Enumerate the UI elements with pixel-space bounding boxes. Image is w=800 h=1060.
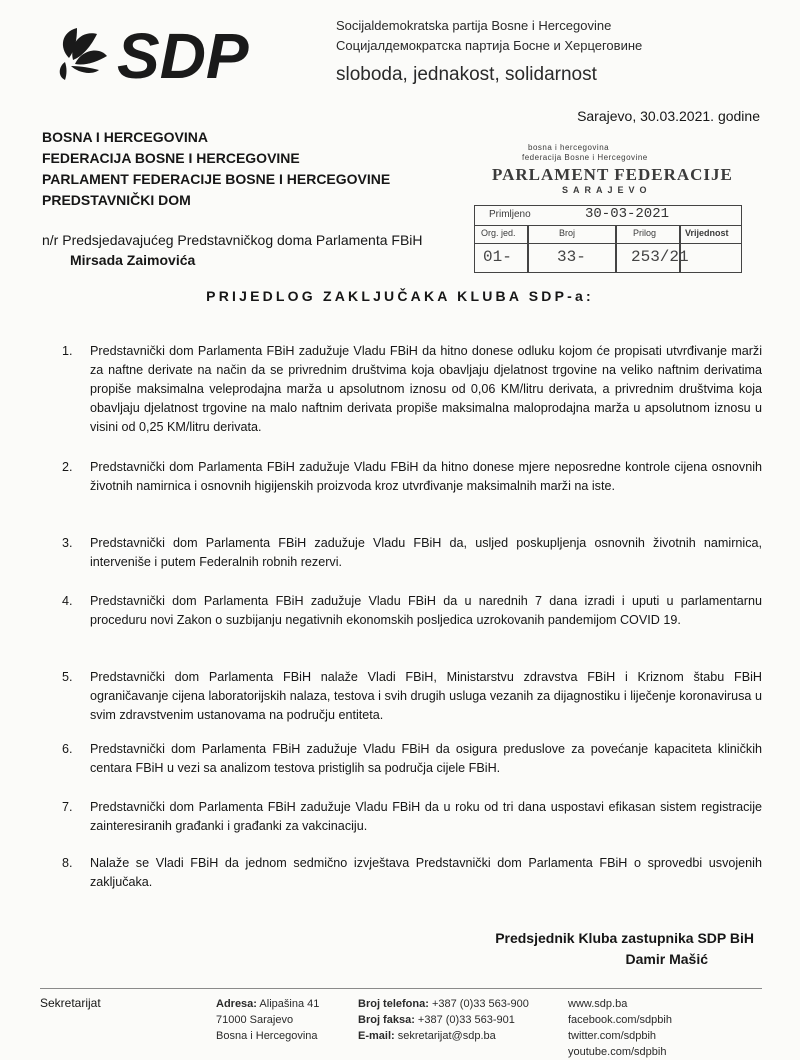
conclusion-item (62, 592, 762, 630)
stamp-col-org: Org. jed. (481, 228, 516, 238)
conclusion-number: 4. (62, 594, 73, 608)
conclusion-number: 3. (62, 536, 73, 550)
stamp-divider (615, 226, 617, 272)
address-line: FEDERACIJA BOSNE I HERCEGOVINE (42, 150, 300, 166)
footer-email: sekretarijat@sdp.ba (397, 1030, 496, 1042)
stamp-institution: PARLAMENT FEDERACIJE (492, 165, 733, 184)
footer-divider (40, 988, 762, 989)
footer-address-line2: 71000 Sarajevo (216, 1014, 294, 1026)
document-title: PRIJEDLOG ZAKLJUČAKA KLUBA SDP-a: (206, 288, 594, 304)
footer-web (568, 996, 672, 1060)
stamp-divider (527, 226, 529, 272)
conclusion-number: 7. (62, 800, 73, 814)
conclusion-item (62, 458, 762, 496)
attention-line: n/r Predsjedavajućeg Predstavničkog doma Parlamenta FBiH (42, 232, 423, 248)
attention-name: Mirsada Zaimovića (70, 252, 196, 268)
conclusion-text: Predstavnički dom Parlamenta FBiH zadužuje Vladu FBiH da u roku od tri dana uspostavi efikasan sistem registracije zainteresiranih građanki i građanki za vakcinaciju. (90, 800, 762, 833)
footer-website: www.sdp.ba (568, 998, 628, 1010)
recipient-address (42, 127, 390, 211)
party-names (336, 16, 642, 56)
stamp-col-broj: Broj (559, 228, 576, 238)
conclusion-text: Predstavnički dom Parlamenta FBiH zadužuje Vladu FBiH da hitno donese mjere neposredne kontrole cijena osnovnih životnih namirnica i osnovnih higijenskih proizvoda kroz utvrđivanje maksimalnih marži na iste. (90, 460, 762, 493)
sdp-logo-graphic (55, 14, 285, 92)
conclusion-text: Predstavnički dom Parlamenta FBiH zadužuje Vladu FBiH da osigura preduslove za povećanje kapaciteta kliničkih centara FBiH u vezi sa analizom testova pristiglih sa područja cijele FBiH. (90, 742, 762, 775)
stamp-val-prilog: 253/21 (631, 248, 689, 266)
footer-address (216, 996, 319, 1044)
conclusion-item (62, 668, 762, 725)
conclusion-number: 8. (62, 856, 73, 870)
stamp-header-row (475, 226, 741, 244)
reception-stamp (468, 143, 746, 275)
conclusion-number: 1. (62, 344, 73, 358)
conclusion-item (62, 798, 762, 836)
stamp-box (474, 205, 742, 273)
conclusion-text: Predstavnički dom Parlamenta FBiH nalaže Vladi FBiH, Ministarstvu zdravstva FBiH i Kriznom štabu FBiH ograničavanje cijena laboratorijskih nalaza, testova i svih drugih usluga vezanih za dijagnostiku i liječenje koronavirusa u svim zdravstvenim ustanovama na području entiteta. (90, 670, 762, 722)
conclusion-item (62, 740, 762, 778)
party-name-latin: Socijaldemokratska partija Bosne i Hercegovine (336, 18, 612, 33)
footer-fax: +387 (0)33 563-901 (417, 1014, 515, 1026)
address-line: BOSNA I HERCEGOVINA (42, 129, 208, 145)
conclusion-number: 2. (62, 460, 73, 474)
footer-email-label: E-mail: (358, 1030, 395, 1042)
sdp-logo (55, 14, 285, 92)
footer-contact (358, 996, 529, 1044)
conclusion-item (62, 342, 762, 437)
conclusion-item (62, 534, 762, 572)
address-line: PARLAMENT FEDERACIJE BOSNE I HERCEGOVINE (42, 171, 391, 187)
document-date: Sarajevo, 30.03.2021. godine (577, 108, 760, 124)
stamp-received-date: 30-03-2021 (585, 206, 670, 222)
signatory-name: Damir Mašić (625, 951, 708, 967)
stamp-line-2: federacija Bosne i Hercegovine (522, 153, 648, 162)
party-motto: sloboda, jednakost, solidarnost (336, 64, 597, 85)
footer-youtube: youtube.com/sdpbih (568, 1046, 667, 1058)
conclusion-number: 6. (62, 742, 73, 756)
footer-phone-label: Broj telefona: (358, 998, 429, 1010)
footer-address-line3: Bosna i Hercegovina (216, 1030, 318, 1042)
footer-phone: +387 (0)33 563-900 (431, 998, 529, 1010)
stamp-val-broj: 33- (557, 248, 586, 266)
conclusion-text: Predstavnički dom Parlamenta FBiH zadužuje Vladu FBiH da u narednih 7 dana izradi i uputi u parlamentarnu proceduru novi Zakon o suzbijanju negativnih ekonomskih posljedica uzrokovanih pandemijom COVID 19. (90, 594, 762, 627)
footer-secretariat: Sekretarijat (40, 996, 101, 1010)
footer-fax-label: Broj faksa: (358, 1014, 415, 1026)
signatory-title: Predsjednik Kluba zastupnika SDP BiH (495, 930, 754, 946)
party-name-cyrillic: Социјалдемократска партија Босне и Херцеговине (336, 38, 643, 53)
footer-address-line1: Alipašina 41 (259, 998, 320, 1010)
conclusion-text: Predstavnički dom Parlamenta FBiH zadužuje Vladu FBiH da hitno donese odluku kojom će propisati utvrđivanje marži za naftne derivate na način da se privrednim društvima koja obavljaju djelatnost trgovine na veliko naftnim derivatima propiše maksimalna veleprodajna marža u apsolutnom iznosu od 0,06 KM/litru derivata, a privrednim društvima koja obavljaju djelatnost trgovine na malo naftnim derivata propiše maksimalna maloprodajna marža u apsolutnom iznosu u visini od 0,25 KM/litru derivata. (90, 344, 762, 434)
footer-address-label: Adresa: (216, 998, 257, 1010)
stamp-val-org: 01- (483, 248, 512, 266)
stamp-city: SARAJEVO (562, 185, 652, 195)
stamp-col-prilog: Prilog (633, 228, 657, 238)
conclusion-item (62, 854, 762, 892)
conclusion-number: 5. (62, 670, 73, 684)
stamp-received-label: Primljeno (489, 209, 531, 220)
logo-text: SDP (117, 20, 249, 92)
conclusion-text: Predstavnički dom Parlamenta FBiH zadužuje Vladu FBiH da, usljed poskupljenja osnovnih životnih namirnica, interveniše i putem Federalnih robnih rezervi. (90, 536, 762, 569)
footer-twitter: twitter.com/sdpbih (568, 1030, 657, 1042)
footer-facebook: facebook.com/sdpbih (568, 1014, 672, 1026)
address-line: PREDSTAVNIČKI DOM (42, 192, 191, 208)
stamp-line-1: bosna i hercegovina (528, 143, 610, 152)
stamp-received-row (475, 206, 741, 226)
stamp-col-vrijednost: Vrijednost (685, 228, 729, 238)
conclusion-text: Nalaže se Vladi FBiH da jednom sedmično izvještava Predstavnički dom Parlamenta FBiH o sprovedbi usvojenih zaključaka. (90, 856, 762, 889)
